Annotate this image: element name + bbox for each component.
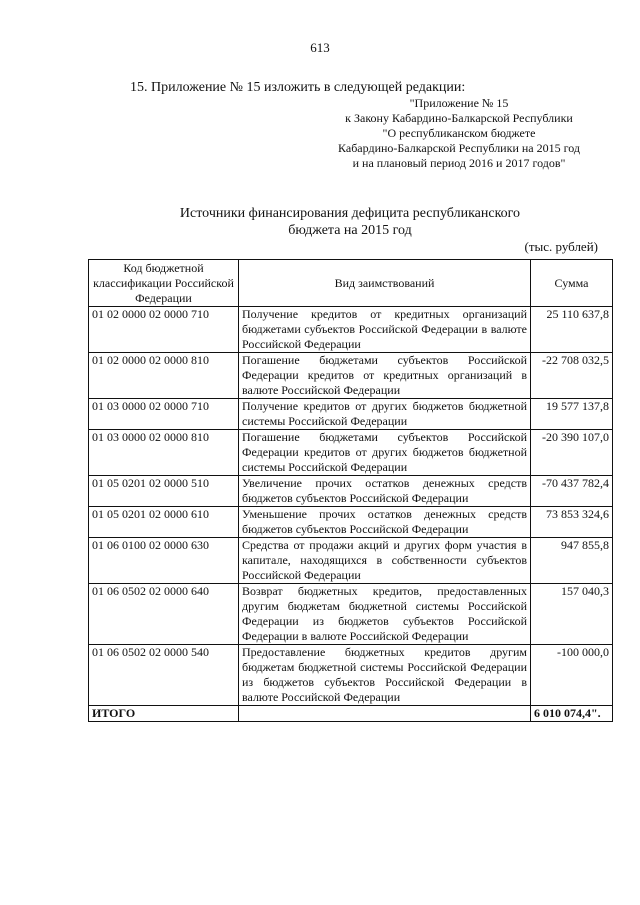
table-row <box>89 476 613 507</box>
row-description: Погашение бюджетами субъектов Российской Федерации кредитов от кредитных организаций в валюте Российской Федерации <box>239 353 531 399</box>
header-type: Вид заимствований <box>239 260 531 307</box>
row-code: 01 03 0000 02 0000 710 <box>89 399 239 430</box>
table-row <box>89 538 613 584</box>
row-description: Увеличение прочих остатков денежных средств бюджетов субъектов Российской Федерации <box>239 476 531 507</box>
row-description: Уменьшение прочих остатков денежных средств бюджетов субъектов Российской Федерации <box>239 507 531 538</box>
header-code: Код бюджетной классификации Российской Федерации <box>89 260 239 307</box>
total-row <box>89 706 613 722</box>
row-code: 01 06 0502 02 0000 640 <box>89 584 239 645</box>
row-sum: 25 110 637,8 <box>531 307 613 353</box>
annex-line: "Приложение № 15 <box>409 96 509 110</box>
row-description: Предоставление бюджетных кредитов другим бюджетам бюджетной системы Российской Федерации из бюджетов субъектов Российской Федерации в валюте Российской Федерации <box>239 645 531 706</box>
title-line: Источники финансирования дефицита республиканского <box>179 206 521 221</box>
units-label: (тыс. рублей) <box>524 239 598 254</box>
row-code: 01 03 0000 02 0000 810 <box>89 430 239 476</box>
row-sum: -70 437 782,4 <box>531 476 613 507</box>
row-sum: 73 853 324,6 <box>531 507 613 538</box>
table-row <box>89 430 613 476</box>
row-description: Погашение бюджетами субъектов Российской Федерации кредитов от других бюджетов бюджетной системы Российской Федерации <box>239 430 531 476</box>
row-description: Средства от продажи акций и других форм участия в капитале, находящихся в собственности субъектов Российской Федерации <box>239 538 531 584</box>
row-description: Получение кредитов от кредитных организаций бюджетами субъектов Российской Федерации в валюте Российской Федерации <box>239 307 531 353</box>
total-empty-cell <box>239 706 531 722</box>
row-code: 01 05 0201 02 0000 510 <box>89 476 239 507</box>
header-sum: Сумма <box>531 260 613 307</box>
total-label: ИТОГО <box>89 706 239 722</box>
annex-line: и на плановый период 2016 и 2017 годов" <box>352 156 566 170</box>
table-row <box>89 353 613 399</box>
row-code: 01 02 0000 02 0000 710 <box>89 307 239 353</box>
document-title <box>0 205 640 239</box>
annex-line: Кабардино-Балкарской Республики на 2015 год <box>338 141 580 155</box>
total-sum: 6 010 074,4". <box>531 706 613 722</box>
row-code: 01 02 0000 02 0000 810 <box>89 353 239 399</box>
table-row <box>89 399 613 430</box>
table-row <box>89 584 613 645</box>
title-line: бюджета на 2015 год <box>288 223 412 238</box>
row-sum: -20 390 107,0 <box>531 430 613 476</box>
row-sum: 157 040,3 <box>531 584 613 645</box>
amendment-instruction: 15. Приложение № 15 изложить в следующей редакции: <box>130 80 466 95</box>
row-sum: 947 855,8 <box>531 538 613 584</box>
row-description: Получение кредитов от других бюджетов бюджетной системы Российской Федерации <box>239 399 531 430</box>
table-row <box>89 307 613 353</box>
annex-line: "О республиканском бюджете <box>382 126 536 140</box>
row-sum: -22 708 032,5 <box>531 353 613 399</box>
annex-line: к Закону Кабардино-Балкарской Республики <box>345 111 573 125</box>
table-row <box>89 507 613 538</box>
row-code: 01 06 0100 02 0000 630 <box>89 538 239 584</box>
row-sum: -100 000,0 <box>531 645 613 706</box>
table-header-row <box>89 260 613 307</box>
page-number: 613 <box>310 40 330 55</box>
annex-header <box>338 96 580 171</box>
row-code: 01 05 0201 02 0000 610 <box>89 507 239 538</box>
row-sum: 19 577 137,8 <box>531 399 613 430</box>
financing-table <box>88 259 613 722</box>
row-code: 01 06 0502 02 0000 540 <box>89 645 239 706</box>
row-description: Возврат бюджетных кредитов, предоставленных другим бюджетам бюджетной системы Российской Федерации из бюджетов субъектов Российской Федерации в валюте Российской Федерации <box>239 584 531 645</box>
table-row <box>89 645 613 706</box>
